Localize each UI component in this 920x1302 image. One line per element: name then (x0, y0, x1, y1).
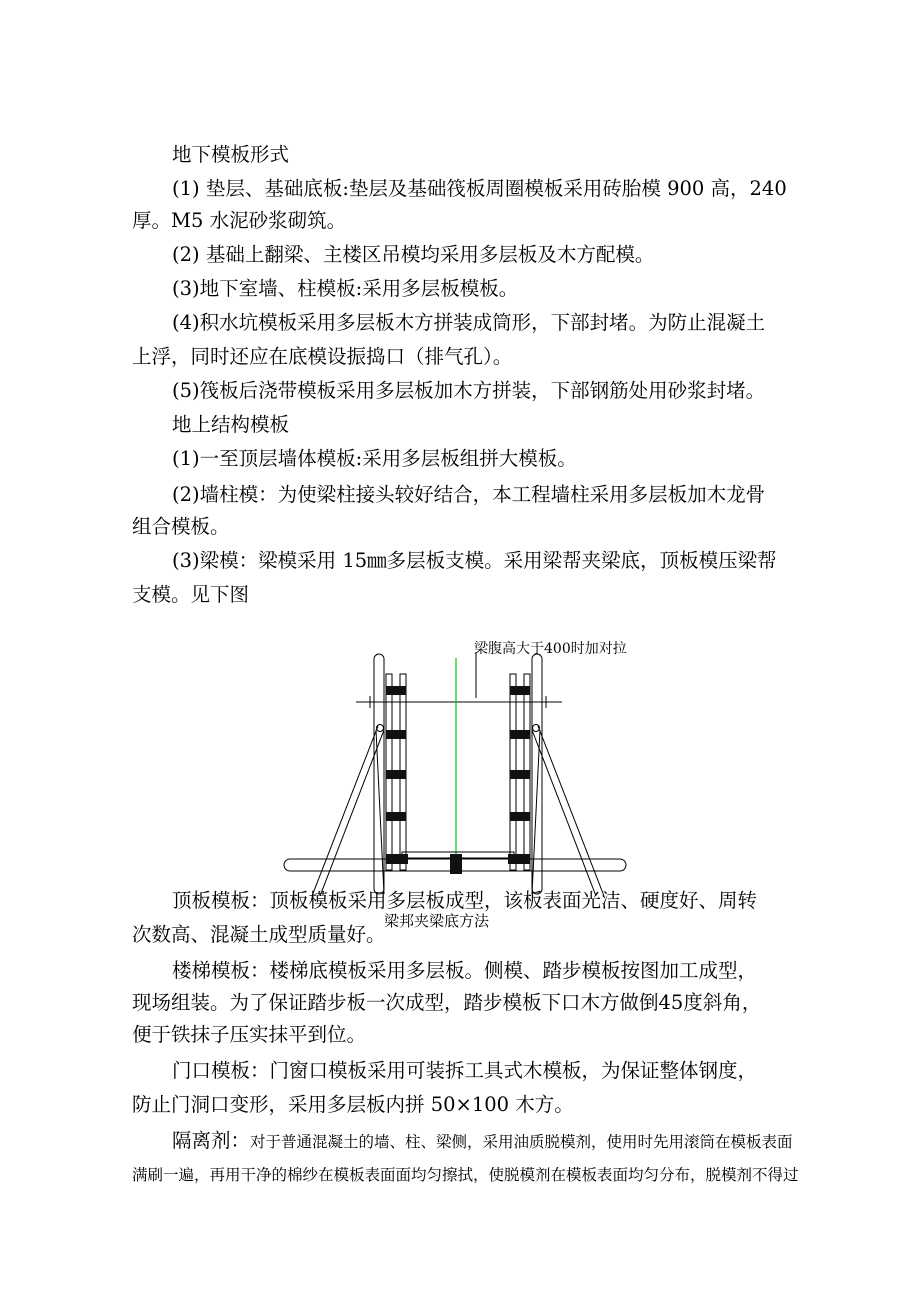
heading-underground-formwork: 地下模板形式 (172, 143, 290, 166)
right-batten-2 (510, 730, 530, 739)
paragraph-roof-line-2: 次数高、混凝土成型质量好。 (132, 923, 386, 946)
paragraph-stair-line-3: 便于铁抹子压实抹平到位。 (132, 1023, 367, 1046)
paragraph-3: (3)地下室墙、柱模板:采用多层板模板。 (172, 277, 519, 300)
bottom-batten-center (450, 854, 462, 874)
right-batten-1 (510, 686, 530, 695)
left-batten-2 (386, 730, 406, 739)
release-agent-text: 对于普通混凝土的墙、柱、梁侧，采用油质脱模剂，使用时先用滚筒在模板表面 (250, 1133, 793, 1151)
paragraph-8-line-2: 支模。见下图 (132, 583, 250, 606)
paragraph-4-line-2: 上浮，同时还应在底模设振捣口（排气孔）。 (132, 345, 513, 368)
left-batten-3 (386, 770, 406, 779)
heading-above-ground-formwork: 地上结构模板 (172, 413, 290, 436)
paragraph-7-line-1: (2)墙柱模：为使梁柱接头较好结合，本工程墙柱采用多层板加木龙骨 (172, 483, 766, 506)
paragraph-5: (5)筏板后浇带模板采用多层板加木方拼装，下部钢筋处用砂浆封堵。 (172, 379, 766, 402)
diagram-top-label: 梁腹高大于400时加对拉 (474, 641, 627, 657)
release-agent-lead: 隔离剂： (172, 1129, 251, 1152)
right-brace-vertical (532, 730, 540, 894)
left-batten-1 (386, 686, 406, 695)
paragraph-stair-line-2: 现场组装。为了保证踏步板一次成型，踏步模板下口木方做倒45度斜角， (132, 991, 762, 1014)
paragraph-4-line-1: (4)积水坑模板采用多层板木方拼装成筒形，下部封堵。为防止混凝土 (172, 311, 766, 334)
paragraph-7-line-2: 组合模板。 (132, 515, 230, 538)
paragraph-8-line-1: (3)梁模：梁模采用 15㎜多层板支模。采用梁帮夹梁底，顶板模压梁帮 (172, 549, 777, 572)
paragraph-stair-line-1: 楼梯模板：楼梯底模板采用多层板。侧模、踏步模板按图加工成型， (172, 959, 758, 982)
left-batten-4 (386, 812, 406, 821)
paragraph-door-line-2: 防止门洞口变形，采用多层板内拼 50×100 木方。 (132, 1093, 574, 1116)
paragraph-release-agent-line-1 (172, 1126, 852, 1157)
paragraph-1-line-1: (1) 垫层、基础底板:垫层及基础筏板周圈模板采用砖胎模 900 高，240 (172, 177, 787, 200)
paragraph-release-agent-line-2: 满刷一遍，再用干净的棉纱在模板表面面均匀擦拭，使脱模剂在模板表面均匀分布，脱模剂不得过 (132, 1166, 799, 1184)
left-brace-vertical (376, 730, 384, 894)
paragraph-2: (2) 基础上翻梁、主楼区吊模均采用多层板及木方配模。 (172, 243, 655, 266)
paragraph-1-line-2: 厚。M5 水泥砂浆砌筑。 (132, 209, 347, 232)
diagram-caption: 梁邦夹梁底方法 (384, 912, 490, 930)
right-batten-3 (510, 770, 530, 779)
right-batten-4 (510, 812, 530, 821)
paragraph-6: (1)一至顶层墙体模板:采用多层板组拼大模板。 (172, 447, 577, 470)
paragraph-door-line-1: 门口模板：门窗口模板采用可装拆工具式木模板，为保证整体钢度， (172, 1059, 758, 1082)
bottom-batten-right (508, 854, 530, 864)
bottom-batten-left (386, 854, 408, 864)
paragraph-roof-line-1: 顶板模板：顶板模板采用多层板成型，该板表面光洁、硬度好、周转 (172, 889, 758, 912)
